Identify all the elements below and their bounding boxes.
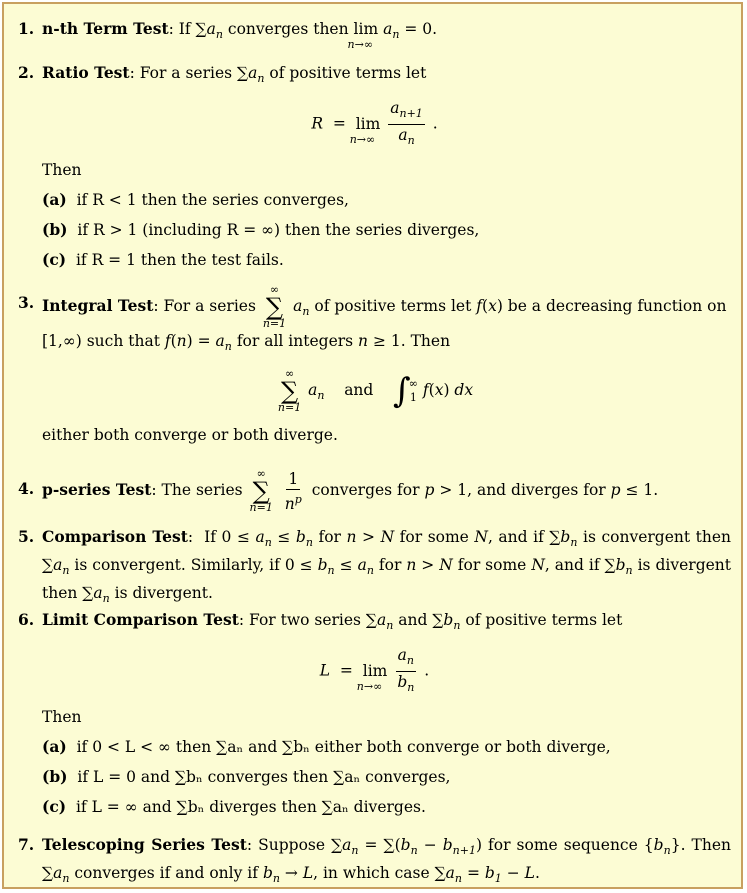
test-6: 6. Limit Comparison Test: For two series $\sum a_n$ and $\sum b_n$ of positive terms let L = lim n→∞ $\frac{a_n}{b_n}$ . Then (a) if 0 < L < ∞ then ∑aₙ and ∑bₙ either both converge or both diverge, (b) if L = 0 and ∑bₙ converges then ∑aₙ converges, (c) if L = ∞ and ∑bₙ diverges then ∑aₙ diverges. [18, 609, 731, 818]
test-number: 6. [18, 610, 35, 629]
series-tests-box [2, 2, 743, 889]
test-name: Ratio Test [42, 63, 130, 82]
test-number: 4. [18, 479, 35, 498]
limit-comparison-formula: L = lim n→∞ $\frac{a_n}{b_n}$ . [319, 646, 430, 694]
integral-formula: ∞ ∑ n=1 $a_n$ and ∫ ∞ 1 f(x) dx [277, 367, 474, 414]
test-name: p-series Test [42, 480, 152, 499]
lct-case: (c) if L = ∞ and ∑bₙ diverges then ∑aₙ diverges. [42, 797, 426, 816]
test-number: 5. [18, 527, 35, 546]
ratio-case: (b) if R > 1 (including R = ∞) then the series diverges, [42, 220, 480, 239]
test-1: 1. n-th Term Test: If $\sum a_n$ converges then lim n→∞ $a_n = 0$. [18, 19, 438, 51]
test-4: 4. p-series Test: The series ∞ ∑ n=1 $\frac{1}{n^p}$ converges for p > 1, and diverges for p ≤ 1. [18, 467, 659, 514]
then-label: Then [42, 708, 82, 726]
test-name: Integral Test [42, 296, 154, 315]
ratio-case: (a) if R < 1 then the series converges, [42, 190, 349, 209]
test-number: 2. [18, 63, 35, 82]
test-number: 1. [18, 19, 35, 38]
test-number: 3. [18, 293, 35, 312]
test-name: Comparison Test [42, 527, 188, 546]
test-number: 7. [18, 835, 35, 854]
integral-tail: either both converge or both diverge. [42, 426, 338, 444]
ratio-formula: R = lim n→∞ $\frac{a_{n+1}}{a_n}$ . [311, 99, 438, 147]
test-name: Limit Comparison Test [42, 610, 239, 629]
test-name: Telescoping Series Test [42, 835, 247, 854]
test-name: n-th Term Test [42, 19, 169, 38]
then-label: Then [42, 161, 82, 179]
test-5: 5. Comparison Test: If $0 \le a_n \le b_n$ for n > N for some N, and if $\sum b_n$ is convergent then $\sum a_n$ is convergent. Similarly, if $0 \le b_n \le a_n$ for n > N for some N, and if $\sum b_n$ is divergent then $\sum a_n$ is divergent. [18, 527, 732, 605]
test-7: 7. Telescoping Series Test: Suppose $\sum a_n = \sum(b_n - b_{n+1})$ for some sequence $\{b_n\}$. Then $\sum a_n$ converges if and only if $b_n \to L$, in which case $\sum a_n = b_1 - L$. [18, 835, 731, 885]
lct-case: (b) if L = 0 and ∑bₙ converges then ∑aₙ converges, [42, 767, 451, 786]
lct-case: (a) if 0 < L < ∞ then ∑aₙ and ∑bₙ either both converge or both diverge, [42, 737, 611, 756]
ratio-case: (c) if R = 1 then the test fails. [42, 250, 284, 269]
test-3: 3. Integral Test: For a series ∞ ∑ n=1 $a_n$ of positive terms let f(x) be a decreasing function on [1,∞) such that $f(n) = a_n$ for all integers n ≥ 1. Then ∞ ∑ n=1 $a_n$ and ∫ ∞ 1 f(x) dx either both converge or both diverge. [18, 284, 731, 446]
test-2: 2. Ratio Test: For a series $\sum a_n$ of positive terms let R = lim n→∞ $\frac{a_{n+1}}{a_n}$ . Then (a) if R < 1 then the series converges, (b) if R > 1 (including R = ∞) then the series diverges, (c) if R = 1 then the test fails. [18, 62, 731, 271]
